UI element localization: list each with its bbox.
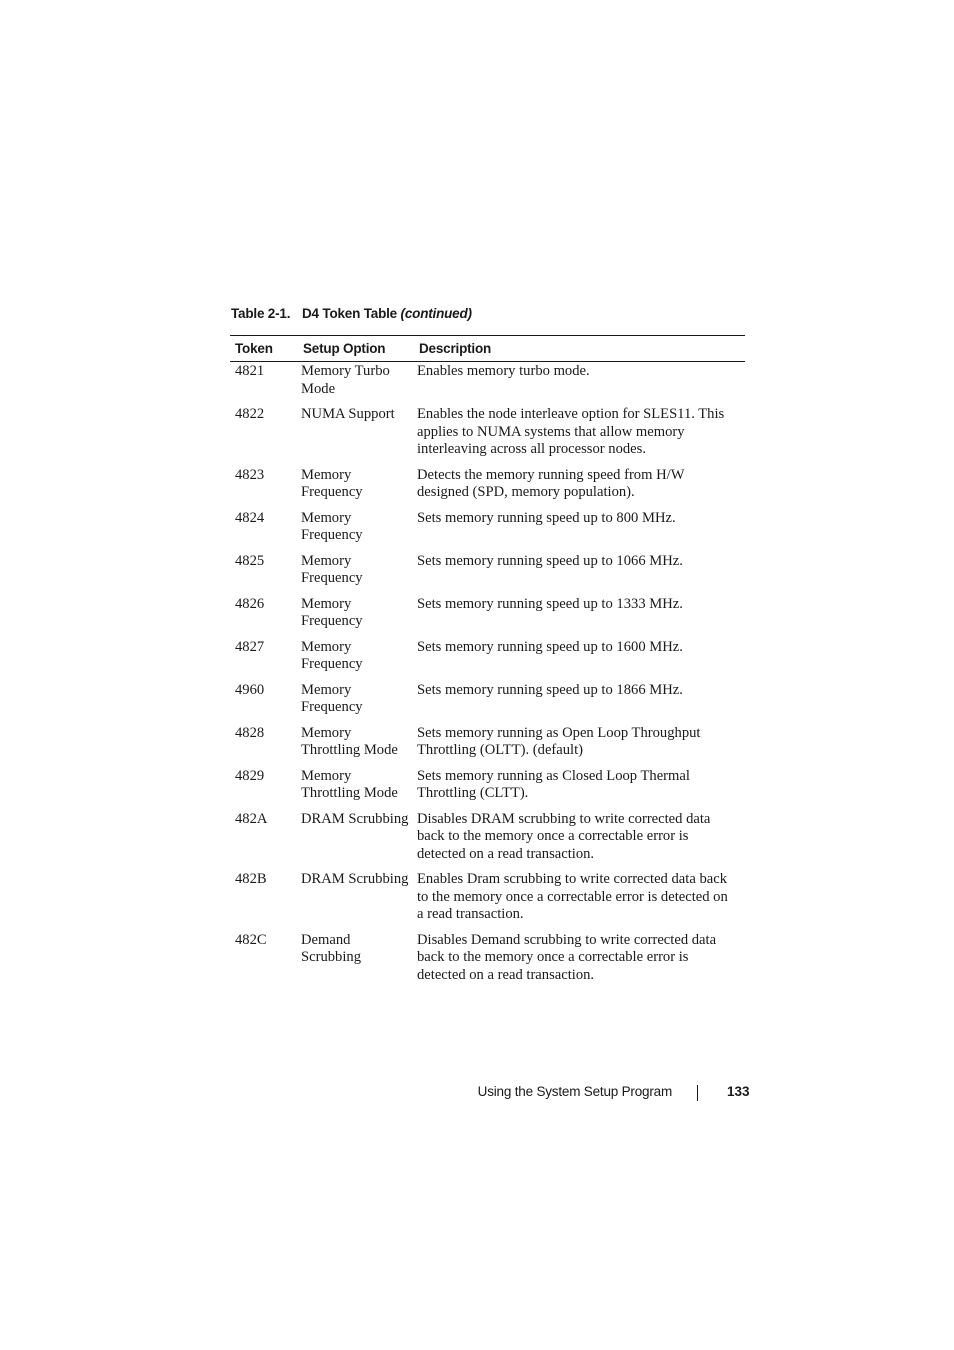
setup-option-cell (298, 553, 414, 596)
setup-option-cell-line: Frequency (301, 656, 363, 672)
setup-option-cell-line: Frequency (301, 613, 363, 629)
description-cell-line: Detects the memory running speed from H/W (417, 466, 685, 483)
description-cell-line: Sets memory running speed up to 1333 MHz. (417, 595, 683, 612)
description-cell-line: Sets memory running speed up to 1066 MHz. (417, 552, 683, 569)
token-cell: 4823 (235, 466, 265, 483)
description-cell-line: Throttling (OLTT). (default) (417, 742, 584, 758)
table-caption-continued: (continued) (400, 306, 472, 321)
table-row (230, 362, 745, 407)
description-cell-line: back to the memory once a correctable error is (417, 828, 689, 844)
footer-divider (697, 1085, 698, 1101)
setup-option-cell-line: Memory (301, 466, 352, 483)
description-cell (414, 682, 745, 725)
setup-option-cell (298, 596, 414, 639)
description-cell-line: a read transaction. (417, 906, 524, 922)
token-cell: 4824 (235, 509, 265, 526)
setup-option-cell-line: Throttling Mode (301, 785, 398, 801)
table-row (230, 932, 745, 993)
description-cell-line: Sets memory running as Open Loop Throughput (417, 724, 701, 741)
setup-option-cell (298, 639, 414, 682)
setup-option-cell-line: Frequency (301, 699, 363, 715)
setup-option-cell (298, 510, 414, 553)
description-cell-line: Enables Dram scrubbing to write corrected data back (417, 871, 727, 887)
setup-option-cell-line: Memory (301, 509, 352, 526)
header-description: Description (414, 336, 745, 362)
setup-option-cell-line: Frequency (301, 484, 363, 500)
description-cell (414, 768, 745, 811)
token-cell: 4822 (235, 406, 265, 422)
table-caption-title: D4 Token Table (302, 306, 397, 321)
page-number: 133 (727, 1084, 750, 1099)
table-row (230, 596, 745, 639)
token-cell: 4827 (235, 638, 265, 655)
table-row (230, 510, 745, 553)
setup-option-cell-line: Mode (301, 380, 336, 397)
setup-option-cell (298, 682, 414, 725)
header-token: Token (230, 336, 298, 362)
setup-option-cell (298, 467, 414, 510)
table-row (230, 467, 745, 510)
description-cell-line: Throttling (CLTT). (417, 785, 529, 801)
description-cell-line: interleaving across all processor nodes. (417, 441, 646, 457)
table-header-row (230, 336, 745, 362)
setup-option-cell-line: Frequency (301, 527, 363, 543)
token-cell: 482C (235, 931, 267, 948)
description-cell-line: applies to NUMA systems that allow memory (417, 423, 685, 440)
table-caption (231, 306, 472, 321)
description-cell-line: Disables DRAM scrubbing to write corrected data (417, 810, 711, 827)
setup-option-cell (298, 725, 414, 768)
setup-option-cell-line: DRAM Scrubbing (301, 810, 409, 827)
table-row (230, 768, 745, 811)
table-row (230, 725, 745, 768)
description-cell (414, 871, 745, 932)
table-row (230, 871, 745, 932)
description-cell (414, 362, 745, 407)
description-cell-line: to the memory once a correctable error is detected on (417, 888, 728, 905)
description-cell-line: Enables memory turbo mode. (417, 363, 590, 379)
token-cell: 4828 (235, 724, 265, 741)
token-cell: 4825 (235, 552, 265, 569)
setup-option-cell (298, 811, 414, 872)
table-row (230, 811, 745, 872)
token-cell: 4821 (235, 363, 265, 379)
description-cell-line: Sets memory running as Closed Loop Thermal (417, 767, 690, 784)
description-cell (414, 725, 745, 768)
header-setup-option: Setup Option (298, 336, 414, 362)
setup-option-cell-line: NUMA Support (301, 406, 395, 422)
description-cell-line: Sets memory running speed up to 1600 MHz. (417, 638, 683, 655)
token-cell: 4960 (235, 681, 265, 698)
description-cell (414, 553, 745, 596)
description-cell (414, 467, 745, 510)
description-cell (414, 932, 745, 993)
setup-option-cell-line: Memory (301, 552, 352, 569)
description-cell (414, 510, 745, 553)
token-table (230, 335, 745, 992)
description-cell (414, 596, 745, 639)
token-cell: 4826 (235, 595, 265, 612)
setup-option-cell (298, 768, 414, 811)
setup-option-cell-line: DRAM Scrubbing (301, 871, 409, 887)
setup-option-cell-line: Memory (301, 724, 352, 741)
setup-option-cell-line: Memory (301, 638, 352, 655)
setup-option-cell-line: Frequency (301, 570, 363, 586)
description-cell-line: detected on a read transaction. (417, 966, 595, 983)
token-cell: 482B (235, 871, 267, 887)
setup-option-cell-line: Memory (301, 595, 352, 612)
setup-option-cell (298, 406, 414, 467)
setup-option-cell (298, 932, 414, 993)
setup-option-cell-line: Throttling Mode (301, 742, 398, 758)
setup-option-cell (298, 362, 414, 407)
description-cell-line: Disables Demand scrubbing to write corrected data (417, 931, 717, 948)
description-cell (414, 406, 745, 467)
description-cell-line: back to the memory once a correctable error is (417, 949, 689, 965)
description-cell-line: detected on a read transaction. (417, 845, 595, 862)
token-cell: 482A (235, 810, 268, 827)
setup-option-cell-line: Scrubbing (301, 949, 361, 965)
setup-option-cell-line: Demand (301, 931, 351, 948)
description-cell-line: Sets memory running speed up to 1866 MHz. (417, 681, 683, 698)
setup-option-cell-line: Memory (301, 681, 352, 698)
table-caption-label: Table 2-1. (231, 306, 291, 321)
description-cell-line: designed (SPD, memory population). (417, 484, 635, 500)
table-row (230, 682, 745, 725)
table-row (230, 639, 745, 682)
token-cell: 4829 (235, 767, 265, 784)
setup-option-cell-line: Memory Turbo (301, 363, 390, 379)
setup-option-cell (298, 871, 414, 932)
description-cell-line: Sets memory running speed up to 800 MHz. (417, 509, 676, 526)
table-body (230, 362, 745, 993)
description-cell (414, 639, 745, 682)
description-cell (414, 811, 745, 872)
table-row (230, 406, 745, 467)
footer-section-title: Using the System Setup Program (477, 1084, 672, 1099)
table-row (230, 553, 745, 596)
setup-option-cell-line: Memory (301, 767, 352, 784)
description-cell-line: Enables the node interleave option for SLES11. This (417, 406, 725, 422)
